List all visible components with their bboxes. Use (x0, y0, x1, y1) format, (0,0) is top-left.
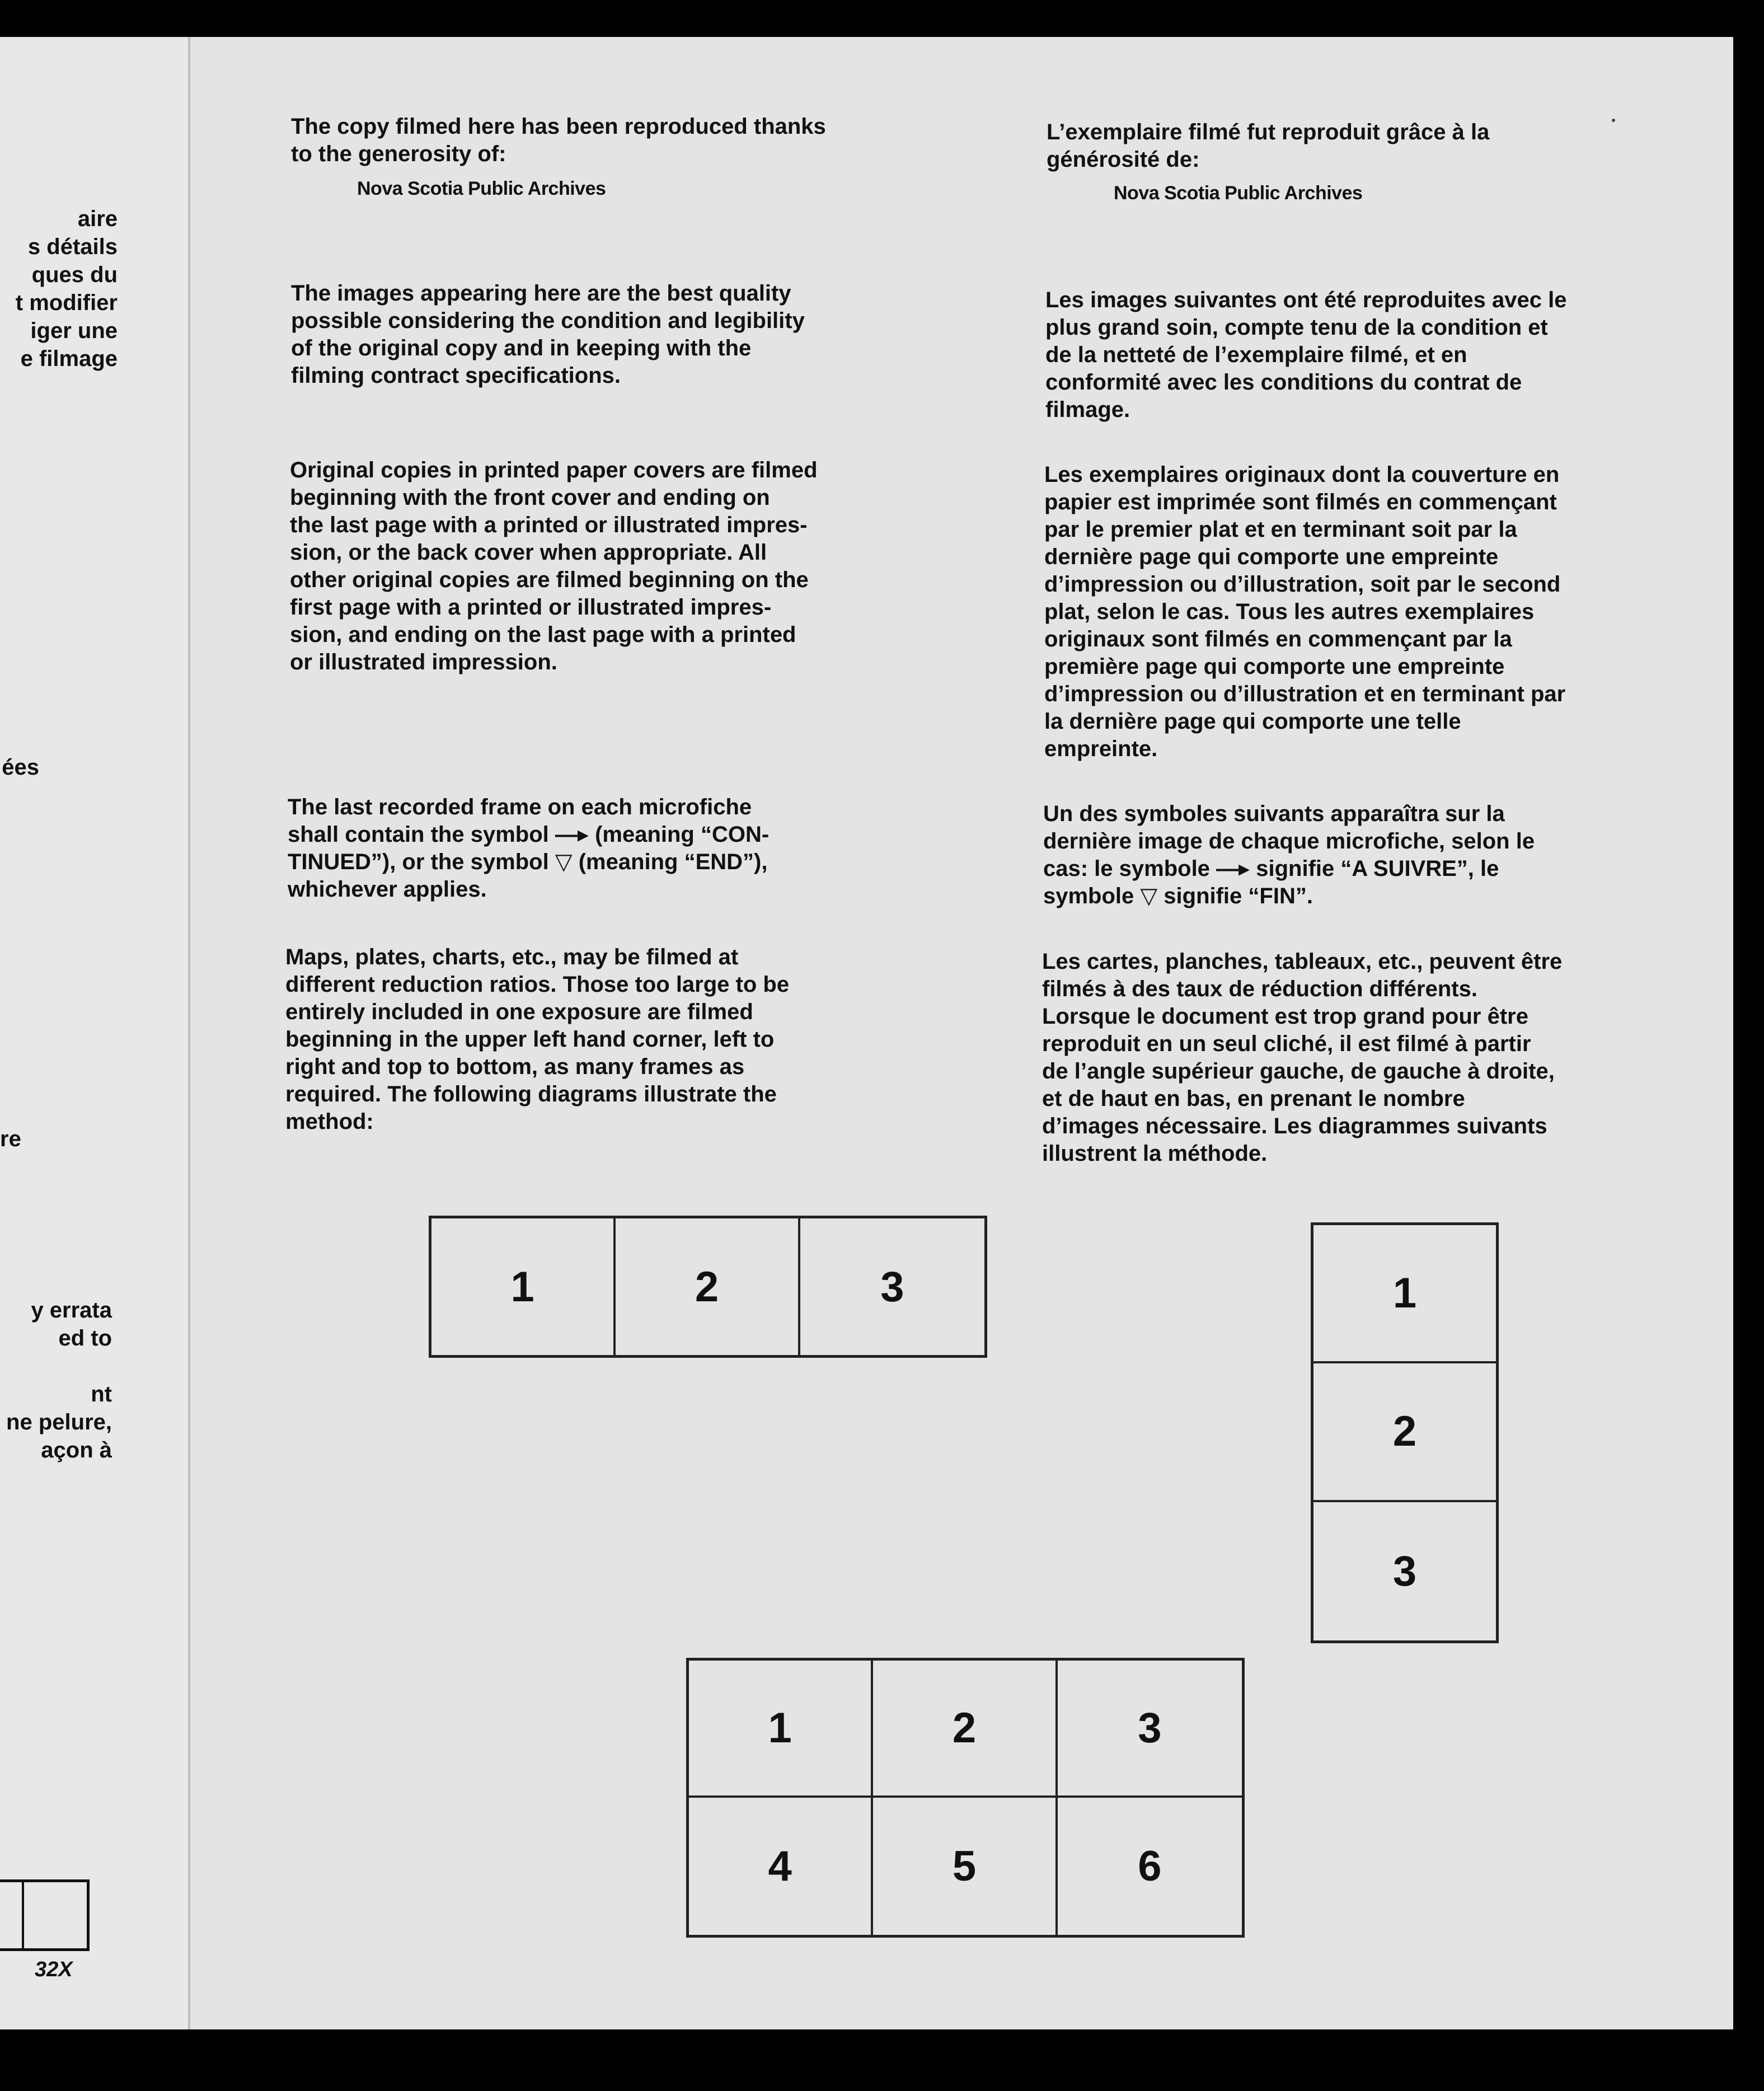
text-line: L’exemplaire filmé fut reproduit grâce à la (1047, 120, 1490, 144)
text-line: iger une (30, 318, 118, 343)
text-line: d’images nécessaire. Les diagrammes suivants (1042, 1114, 1547, 1138)
text-line: générosité de: (1047, 147, 1200, 172)
text-line: e filmage (20, 346, 118, 371)
text-line: et de haut en bas, en prenant le nombre (1042, 1086, 1465, 1111)
diagram-vertical-three (1311, 1222, 1499, 1643)
text-line: Les exemplaires originaux dont la couverture en (1044, 462, 1560, 487)
text-line: la dernière page qui comporte une telle (1044, 709, 1461, 734)
text-line: The last recorded frame on each microfiche (288, 795, 752, 819)
text-line: required. The following diagrams illustrate the (285, 1082, 777, 1107)
text-line: shall contain the symbol —▸ (meaning “CON- (288, 822, 770, 847)
frame-cell: 1 (431, 1218, 616, 1355)
english-paragraph-quality (291, 280, 805, 390)
frame-cell: 4 (689, 1798, 873, 1935)
english-paragraph-maps (285, 944, 789, 1136)
french-paragraph-maps (1042, 948, 1562, 1168)
frame-cell: 3 (1058, 1661, 1242, 1798)
text-line: the last page with a printed or illustrated impres- (290, 513, 808, 537)
speck (1612, 119, 1615, 122)
text-line: Maps, plates, charts, etc., may be filmed at (285, 945, 739, 969)
frame-cell: 1 (689, 1661, 873, 1798)
text-line: other original copies are filmed beginning on the (290, 568, 809, 592)
frame-cell: 3 (880, 1263, 904, 1311)
text-line: conformité avec les conditions du contrat de (1045, 370, 1522, 395)
text-line: beginning in the upper left hand corner, left to (285, 1027, 775, 1052)
text-line: to the generosity of: (291, 142, 506, 166)
text-line: beginning with the front cover and ending on (290, 485, 770, 510)
english-paragraph-symbols (288, 794, 769, 903)
french-paragraph-quality (1045, 287, 1566, 424)
text-line (0, 1352, 112, 1380)
text-line: sion, or the back cover when appropriate. All (290, 540, 767, 565)
frame-cell: 6 (1138, 1842, 1162, 1890)
text-line: The images appearing here are the best quality (291, 281, 791, 306)
text-line: Les cartes, planches, tableaux, etc., peuvent être (1042, 949, 1563, 974)
fragment-text-top (0, 205, 118, 373)
text-line: sion, and ending on the last page with a printed (290, 622, 796, 647)
fragment-text-re: re (0, 1127, 21, 1151)
text-line: entirely included in one exposure are filmed (285, 1000, 753, 1024)
text-line: de l’angle supérieur gauche, de gauche à droite, (1042, 1059, 1555, 1084)
text-line: de la netteté de l’exemplaire filmé, et en (1045, 343, 1467, 367)
text-line: t modifier (15, 290, 118, 315)
text-line: originaux sont filmés en commençant par la (1044, 627, 1512, 651)
text-line: method: (285, 1109, 374, 1134)
text-line: The copy filmed here has been reproduced thanks (291, 114, 826, 139)
text-line: cas: le symbole —▸ signifie “A SUIVRE”, le (1043, 856, 1499, 881)
fragment-text-bottom (0, 1296, 112, 1464)
text-line: first page with a printed or illustrated impres- (290, 595, 772, 620)
english-paragraph-covers (290, 457, 818, 676)
text-line: par le premier plat et en terminant soit par la (1044, 517, 1517, 542)
diagram-grid-six (686, 1658, 1245, 1938)
text-line: Un des symboles suivants apparaîtra sur la (1043, 801, 1505, 826)
text-line: filmage. (1045, 397, 1130, 422)
text-line: whichever applies. (288, 877, 487, 902)
english-archives-name: Nova Scotia Public Archives (357, 178, 606, 199)
resolution-target-box (0, 1879, 90, 1951)
text-line: plat, selon le cas. Tous les autres exemplaires (1044, 599, 1535, 624)
text-line: of the original copy and in keeping with the (291, 336, 752, 360)
frame-cell: 2 (616, 1218, 800, 1355)
french-archives-name: Nova Scotia Public Archives (1114, 182, 1363, 204)
text-line: filming contract specifications. (291, 363, 621, 388)
frame-cell: 2 (873, 1661, 1057, 1798)
text-line: dernière image de chaque microfiche, selon le (1043, 829, 1535, 854)
text-line: première page qui comporte une empreinte (1044, 654, 1505, 679)
text-line: ed to (58, 1326, 112, 1351)
microfiche-target-page (0, 37, 1733, 2029)
text-line: nt (91, 1382, 112, 1406)
text-line: Lorsque le document est trop grand pour être (1042, 1004, 1528, 1029)
left-page-fragment (0, 37, 190, 2029)
text-line: dernière page qui comporte une empreinte (1044, 545, 1499, 569)
text-line: Original copies in printed paper covers are filmed (290, 458, 818, 482)
diagram-horizontal-three (429, 1216, 987, 1358)
text-line: possible considering the condition and legibility (291, 308, 805, 333)
text-line: different reduction ratios. Those too large to be (285, 972, 790, 997)
text-line: Les images suivantes ont été reproduites avec le (1045, 288, 1567, 312)
text-line: ques du (31, 262, 118, 287)
text-line: papier est imprimée sont filmés en commençant (1044, 490, 1557, 514)
frame-cell: 5 (873, 1798, 1057, 1935)
text-line: filmés à des taux de réduction différents. (1042, 977, 1477, 1001)
text-line: d’impression ou d’illustration, soit par le second (1044, 572, 1561, 597)
text-line: d’impression ou d’illustration et en terminant par (1044, 682, 1566, 706)
french-paragraph-symbols (1043, 800, 1535, 910)
text-line: aire (77, 207, 118, 231)
text-line: açon à (41, 1438, 112, 1462)
text-line: empreinte. (1044, 737, 1158, 761)
text-line: reproduit en un seul cliché, il est filmé à partir (1042, 1032, 1531, 1056)
text-line: symbole ▽ signifie “FIN”. (1043, 884, 1313, 908)
text-line: y errata (31, 1298, 112, 1323)
frame-cell: 1 (1313, 1225, 1496, 1363)
text-line: right and top to bottom, as many frames as (285, 1054, 745, 1079)
text-line: plus grand soin, compte tenu de la condition et (1045, 315, 1548, 340)
text-line: or illustrated impression. (290, 650, 557, 674)
english-intro (291, 113, 826, 168)
french-intro (1047, 119, 1489, 174)
text-line: ne pelure, (6, 1410, 112, 1434)
frame-cell: 3 (1392, 1547, 1417, 1595)
text-line: TINUED”), or the symbol ▽ (meaning “END”), (288, 850, 768, 874)
french-paragraph-covers (1044, 461, 1565, 763)
text-line: s détails (27, 235, 118, 259)
scale-label: 32X (35, 1958, 73, 1981)
frame-cell: 2 (1313, 1363, 1496, 1502)
fragment-text-ees: ées (2, 755, 39, 780)
text-line: illustrent la méthode. (1042, 1141, 1268, 1166)
